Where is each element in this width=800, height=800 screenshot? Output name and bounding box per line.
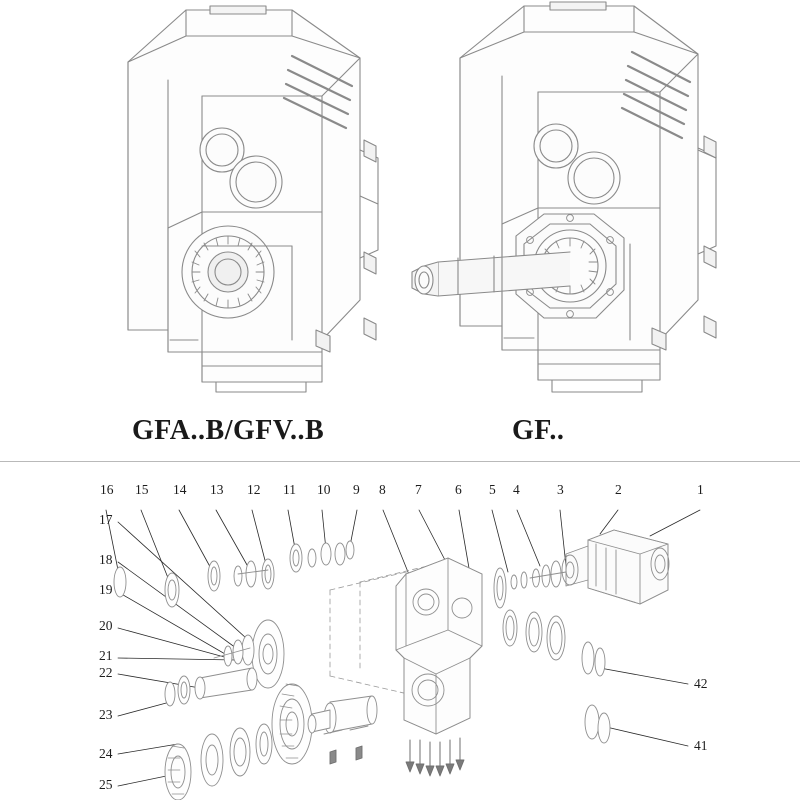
callout-25: 25 — [99, 777, 113, 792]
callout-5: 5 — [489, 482, 496, 497]
gearbox-view-left — [60, 0, 390, 400]
caption-left-view: GFA..B/GFV..B — [132, 415, 325, 446]
exploded-view-area — [0, 462, 800, 800]
callout-13: 13 — [210, 482, 224, 497]
callout-18: 18 — [99, 552, 113, 567]
callout-1: 1 — [697, 482, 704, 497]
callout-6: 6 — [455, 482, 462, 497]
callout-11: 11 — [283, 482, 296, 497]
callout-41: 41 — [694, 738, 708, 753]
callout-17: 17 — [99, 512, 113, 527]
callout-3: 3 — [557, 482, 564, 497]
callout-8: 8 — [379, 482, 386, 497]
gearbox-view-right — [398, 0, 758, 400]
callout-20: 20 — [99, 618, 113, 633]
callout-4: 4 — [513, 482, 520, 497]
callout-10: 10 — [317, 482, 331, 497]
callout-16: 16 — [100, 482, 114, 497]
callout-15: 15 — [135, 482, 149, 497]
caption-right-view: GF.. — [512, 415, 565, 446]
callout-2: 2 — [615, 482, 622, 497]
callout-19: 19 — [99, 582, 113, 597]
callout-9: 9 — [353, 482, 360, 497]
callout-24: 24 — [99, 746, 113, 761]
callout-23: 23 — [99, 707, 113, 722]
callout-22: 22 — [99, 665, 113, 680]
callout-12: 12 — [247, 482, 261, 497]
callout-42: 42 — [694, 676, 708, 691]
callout-14: 14 — [173, 482, 187, 497]
callout-21: 21 — [99, 648, 113, 663]
callout-7: 7 — [415, 482, 422, 497]
